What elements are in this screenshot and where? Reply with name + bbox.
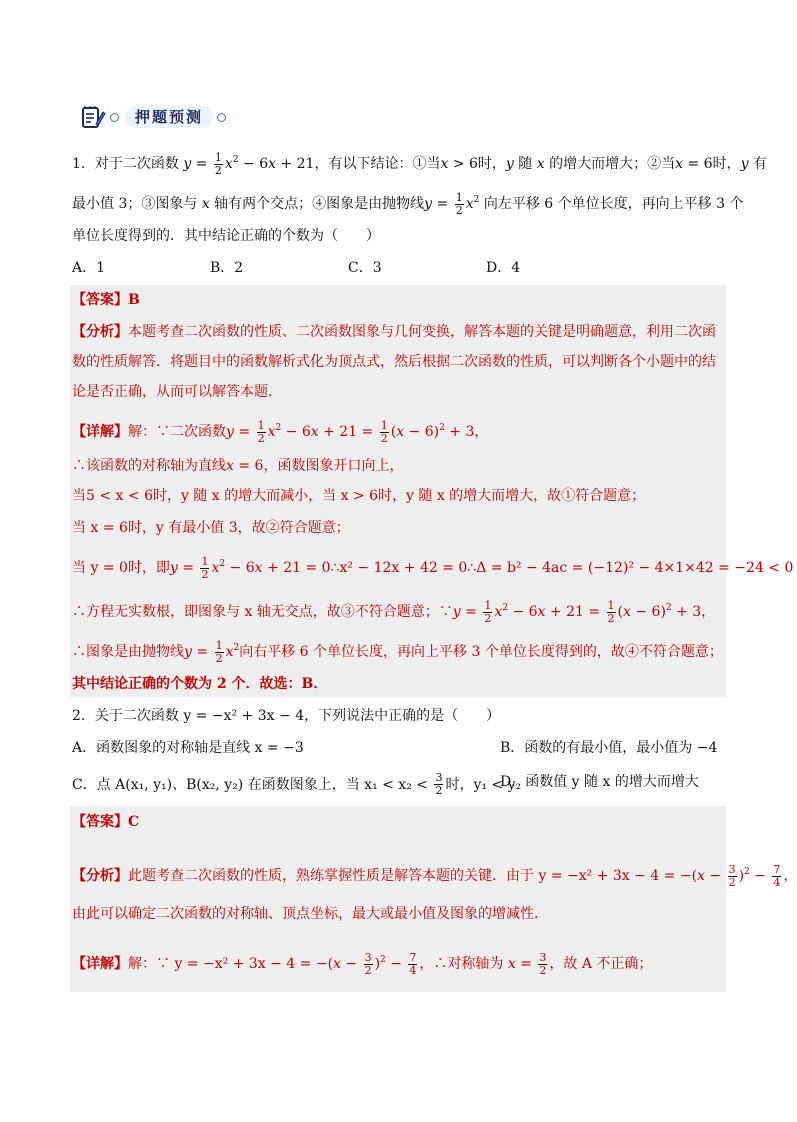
q1-line-1: 1．对于二次函数 y = $\frac{1}{2}$ $x^2 - 6x + 21$，有以下结论：①当x > 6时，y 随 x 的增大而增大；②当x = 6时，y 有 (72, 150, 767, 177)
a1-detail-1: 【详解】解：∵二次函数y = $\frac{1}{2}$ $x^2 - 6x + 21$ = $\frac{1}{2}$ $(x - 6)^2 + 3$， (72, 418, 489, 445)
a1-detail-5: 当 y = 0时，即y = $\frac{1}{2}$ $x^2 - 6x + 21$ = 0∴x² − 12x + 42 = 0∴Δ = b² − 4ac = (−12)² − 4×1×42 = −24 < 0 (72, 554, 794, 581)
q1-option-b[interactable]: B．2 (210, 260, 244, 276)
q1-option-d[interactable]: D．4 (486, 260, 521, 276)
q2-options-row-2 (72, 772, 724, 797)
q2-options-row-1 (72, 738, 724, 758)
section-badge (80, 104, 226, 130)
a1-analysis-2: 数的性质解答．将题目中的函数解析式化为顶点式，然后根据二次函数的性质，可以判断各个小题中的结 (72, 354, 716, 370)
a2-answer: 【答案】C (72, 814, 140, 830)
badge-dot-left (110, 113, 119, 122)
q1-option-a[interactable]: A．1 (72, 260, 106, 276)
a2-detail: 【详解】解：∵ y = −x² + 3x − 4 = −(x − $\frac{3}{2}$ )$^2$ − $\frac{7}{4}$ ，∴对称轴为 x = $\frac{3}{2}$ ，故 A 不正确； (72, 950, 653, 977)
q1-option-c[interactable]: C．3 (348, 260, 382, 276)
a1-detail-3: 当5 < x < 6时，y 随 x 的增大而减小，当 x > 6时，y 随 x 的增大而增大，故①符合题意； (72, 488, 646, 504)
a1-analysis-1: 【分析】本题考查二次函数的性质、二次函数图象与几何变换，解答本题的关键是明确题意，利用二次函 (72, 324, 716, 340)
q2-stem: 2．关于二次函数 y = −x² + 3x − 4，下列说法中正确的是（ ） (72, 708, 501, 724)
a2-analysis-2: 由此可以确定二次函数的对称轴、顶点坐标，最大或最小值及图象的增减性． (72, 906, 548, 922)
badge-dot-right (217, 113, 226, 122)
a1-detail-2: ∴该函数的对称轴为直线x = 6，函数图象开口向上， (72, 458, 404, 474)
q1-line-2: 最小值 3；③图象与 x 轴有两个交点；④图象是由抛物线y = $\frac{1}{2}$ $x^2$ 向左平移 6 个单位长度，再向上平移 3 个 (72, 190, 744, 217)
q2-option-a[interactable]: A．函数图象的对称轴是直线 x = −3 (72, 740, 304, 756)
q2-option-b[interactable]: B．函数的有最小值，最小值为 −4 (500, 740, 718, 756)
a1-detail-4: 当 x = 6时，y 有最小值 3，故②符合题意； (72, 520, 350, 536)
a1-detail-7: ∴图象是由抛物线y = $\frac{1}{2}$ $x^2$向右平移 6 个单位长度，再向上平移 3 个单位长度得到的，故④不符合题意； (72, 638, 723, 665)
a1-detail-8: 其中结论正确的个数为 2 个．故选：B． (72, 676, 328, 692)
a1-detail-6: ∴方程无实数根，即图象与 x 轴无交点，故③不符合题意；∵y = $\frac{1}{2}$ $x^2 - 6x + 21$ = $\frac{1}{2}$ $(x - 6)^2 + 3$， (72, 598, 716, 625)
a2-analysis-1: 【分析】此题考查二次函数的性质，熟练掌握性质是解答本题的关键．由于 y = −x² + 3x − 4 = −(x − $\frac{3}{2}$ )$^2$ − $\frac{7}{4}$ ， (72, 862, 797, 889)
q1-line-3: 单位长度得到的．其中结论正确的个数为（ ） (72, 228, 380, 244)
notebook-pencil-icon (80, 104, 106, 130)
q2-option-d[interactable]: D．函数值 y 随 x 的增大而增大 (500, 774, 699, 790)
q2-option-c[interactable]: C．点 A(x₁, y₁)、B(x₂, y₂) 在函数图象上，当 x₁ < x₂ < $\frac{3}{2}$ 时，y₁ < y₂ (72, 771, 522, 797)
badge-title: 押题预测 (125, 106, 213, 128)
a1-analysis-3: 论是否正确，从而可以解答本题． (72, 384, 282, 400)
a1-answer: 【答案】B (72, 292, 140, 308)
